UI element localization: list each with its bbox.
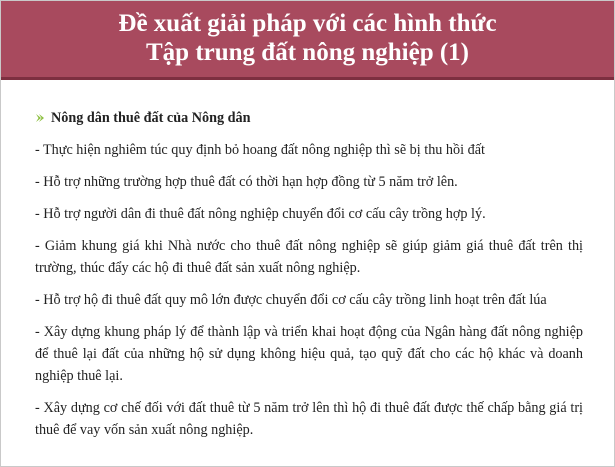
paragraph-1: - Thực hiện nghiêm túc quy định bỏ hoang đất nông nghiệp thì sẽ bị thu hồi đất [35, 142, 485, 158]
section-heading-text: Nông dân thuê đất của Nông dân [51, 110, 251, 126]
paragraph-2: - Hỗ trợ những trường hợp thuê đất có thời hạn hợp đồng từ 5 năm trở lên. [35, 174, 458, 190]
paragraph-5: - Hỗ trợ hộ đi thuê đất quy mô lớn được chuyển đổi cơ cấu cây trồng linh hoạt trên đất lúa [35, 292, 547, 308]
slide-title-line-1: Đề xuất giải pháp với các hình thức [118, 10, 497, 37]
paragraph-3: - Hỗ trợ người dân đi thuê đất nông nghiệp chuyển đổi cơ cấu cây trồng hợp lý. [35, 206, 486, 222]
arrow-bullet-icon [35, 113, 45, 123]
slide-title-line-2: Tập trung đất nông nghiệp (1) [146, 39, 469, 66]
paragraph-4: - Giảm khung giá khi Nhà nước cho thuê đất nông nghiệp sẽ giúp giảm giá thuê đất trên thị trường, thúc đẩy các hộ đi thuê đất sản xuất nông nghiệp. [35, 238, 583, 276]
paragraph-6: - Xây dựng khung pháp lý để thành lập và triển khai hoạt động của Ngân hàng đất nông nghiệp để thuê lại đất của những hộ sử dụng không hiệu quả, tạo quỹ đất cho các hộ khác và doanh nghiệp thuê lại. [35, 324, 583, 384]
paragraph-7: - Xây dựng cơ chế đối với đất thuê từ 5 năm trở lên thì hộ đi thuê đất được thế chấp bằng giá trị thuê để vay vốn sản xuất nông nghiệp. [35, 400, 583, 438]
section-heading [35, 107, 583, 129]
slide-body [35, 107, 583, 451]
title-bar [1, 1, 614, 80]
